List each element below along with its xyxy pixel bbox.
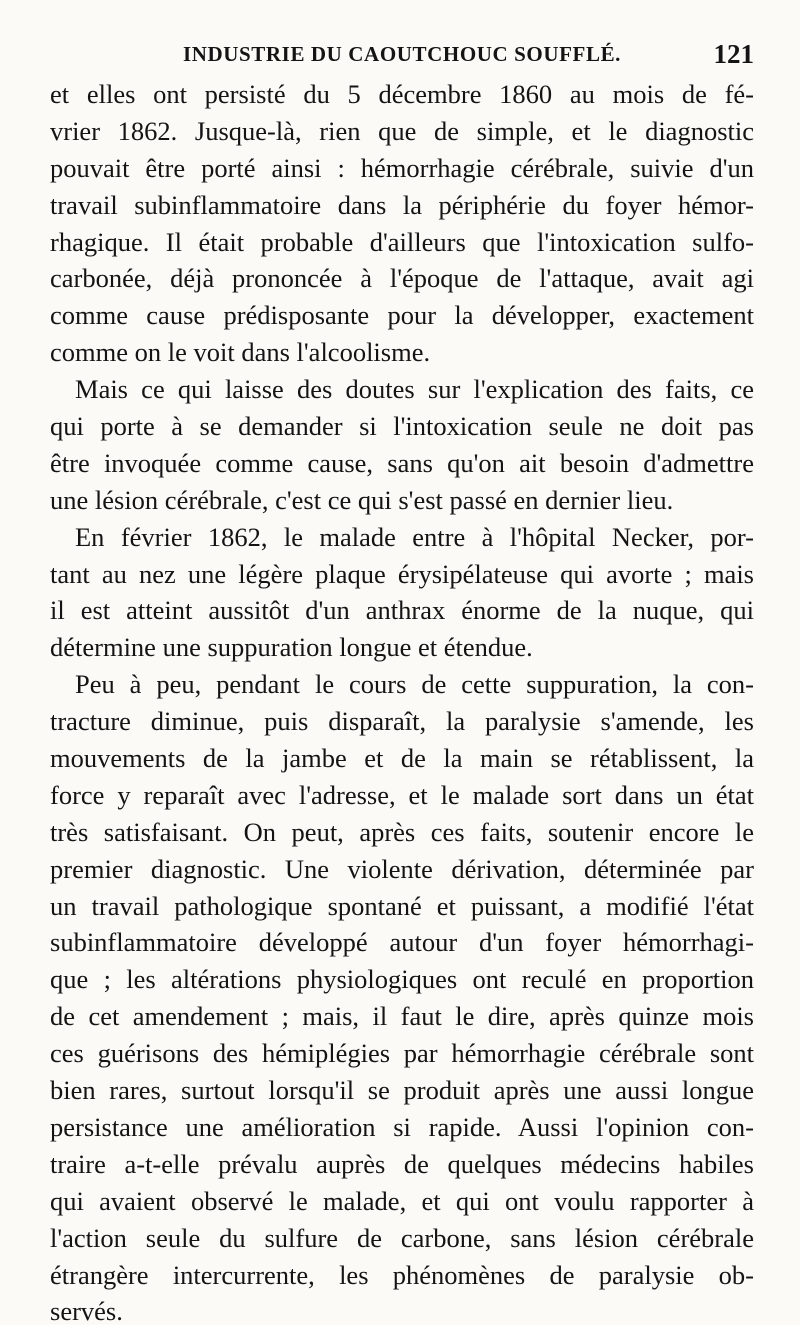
running-title: INDUSTRIE DU CAOUTCHOUC SOUFFLÉ. [182,42,622,66]
text-line: servés. [50,1296,123,1327]
text-line: pouvait être porté ainsi : hémorrhagie cérébrale, suivie d'un [50,152,754,183]
text-line: carbonée, déjà prononcée à l'époque de l'attaque, avait agi [50,263,754,294]
text-line: comme on le voit dans l'alcoolisme. [50,337,431,368]
text-line: être invoquée comme cause, sans qu'on ait besoin d'admettre [50,447,754,478]
text-line: de cet amendement ; mais, il faut le dire, après quinze mois [50,1001,754,1032]
text-line: étrangère intercurrente, les phénomènes de paralysie ob- [50,1259,754,1290]
text-line: qui avaient observé le malade, et qui ont voulu rapporter à [50,1185,754,1216]
text-line: très satisfaisant. On peut, après ces faits, soutenir encore le [50,816,754,847]
text-line: l'action seule du sulfure de carbone, sans lésion cérébrale [50,1222,754,1253]
text-line: traire a-t-elle prévalu auprès de quelques médecins habiles [50,1148,754,1179]
paragraph [50,76,754,371]
text-line: premier diagnostic. Une violente dérivation, déterminée par [50,853,754,884]
text-line: comme cause prédisposante pour la développer, exactement [50,300,754,331]
text-line: détermine une suppuration longue et étendue. [50,632,533,663]
text-line: que ; les altérations physiologiques ont reculé en proportion [50,964,754,995]
text-line: Mais ce qui laisse des doutes sur l'explication des faits, ce [75,374,754,405]
text-line: tant au nez une légère plaque érysipélateuse qui avorte ; mais [50,558,754,589]
text-line: persistance une amélioration si rapide. Aussi l'opinion con- [50,1111,754,1142]
paragraph [50,371,754,519]
text-line: subinflammatoire développé autour d'un foyer hémorrhagi- [50,927,754,958]
text-line: bien rares, surtout lorsqu'il se produit après une aussi longue [50,1075,754,1106]
text-line: et elles ont persisté du 5 décembre 1860 au mois de fé- [50,79,754,109]
text-line: il est atteint aussitôt d'un anthrax énorme de la nuque, qui [50,595,754,626]
text-line: mouvements de la jambe et de la main se rétablissent, la [50,743,754,774]
text-line: ces guérisons des hémiplégies par hémorrhagie cérébrale sont [50,1038,754,1069]
text-line: un travail pathologique spontané et puissant, a modifié l'état [50,890,754,921]
body-text [50,76,754,1330]
text-line: force y reparaît avec l'adresse, et le malade sort dans un état [50,779,754,810]
paragraph [50,666,754,1330]
text-line: Peu à peu, pendant le cours de cette suppuration, la con- [75,669,754,700]
text-line: travail subinflammatoire dans la périphérie du foyer hémor- [50,189,754,220]
text-line: vrier 1862. Jusque-là, rien que de simple, et le diagnostic [50,115,754,146]
text-line: rhagique. Il était probable d'ailleurs que l'intoxication sulfo- [50,226,754,257]
text-line: En février 1862, le malade entre à l'hôpital Necker, por- [75,521,754,552]
page-number: 121 [713,39,754,69]
paragraph [50,519,754,667]
text-line: une lésion cérébrale, c'est ce qui s'est passé en dernier lieu. [50,484,674,515]
running-head [50,34,754,74]
text-line: tracture diminue, puis disparaît, la paralysie s'amende, les [50,706,754,737]
text-line: qui porte à se demander si l'intoxication seule ne doit pas [50,411,754,442]
